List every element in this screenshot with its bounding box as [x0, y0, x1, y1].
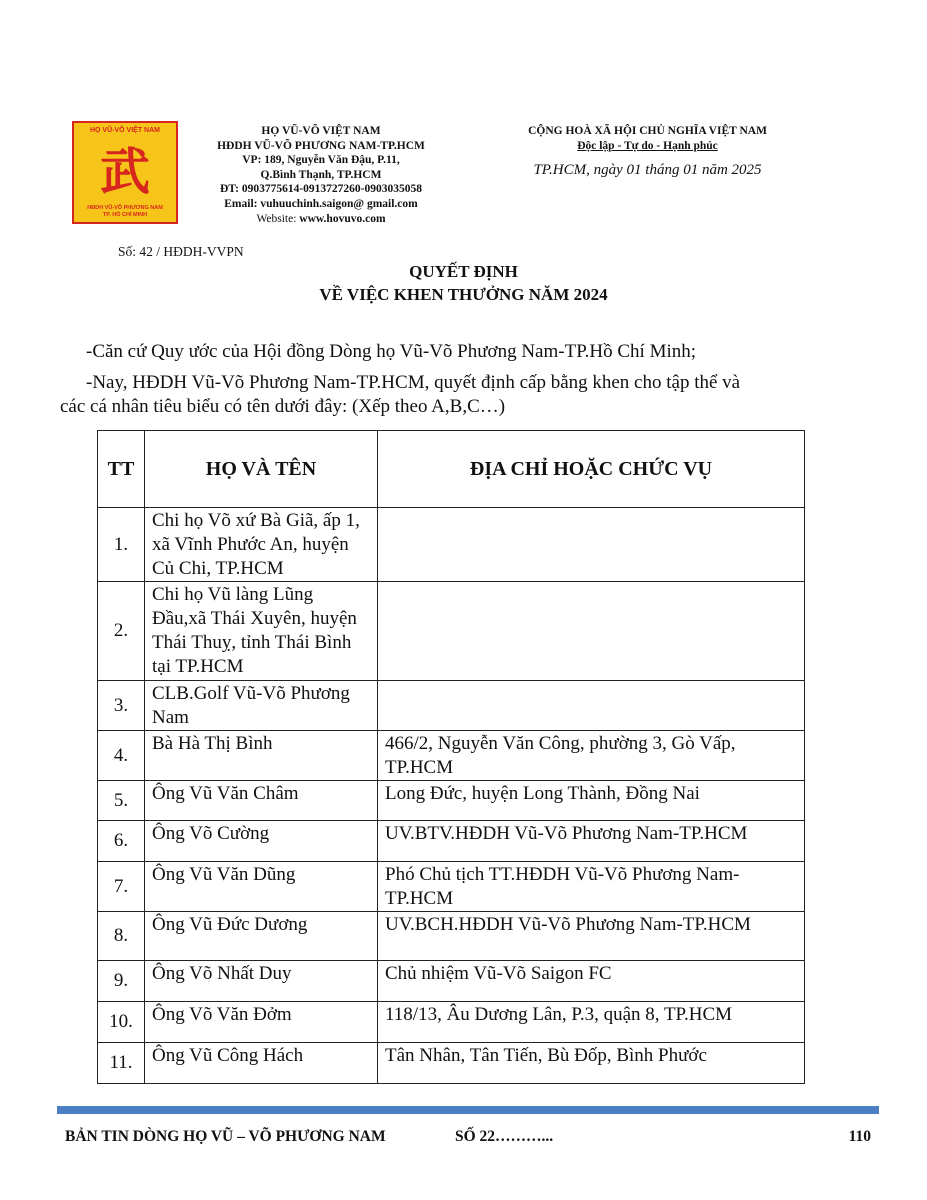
row-address: Phó Chủ tịch TT.HĐDH Vũ-Võ Phương Nam-TP.HCM [378, 862, 805, 912]
awards-table [97, 430, 805, 1084]
org-email: Email: vuhuuchinh.saigon@ gmail.com [224, 197, 418, 210]
row-number: 2. [98, 582, 145, 681]
document-title [0, 260, 927, 306]
paragraph-decision [60, 371, 846, 419]
table-row [98, 961, 805, 1002]
row-name: Ông Vũ Đức Dương [145, 912, 378, 961]
row-number: 7. [98, 862, 145, 912]
row-number: 8. [98, 912, 145, 961]
logo-bottom-text [74, 205, 176, 218]
row-address: Long Đức, huyện Long Thành, Đồng Nai [378, 781, 805, 821]
row-name: Ông Vũ Văn Châm [145, 781, 378, 821]
org-line2: HĐDH VŨ-VÕ PHƯƠNG NAM-TP.HCM [217, 139, 425, 152]
logo-glyph: 武 [100, 142, 150, 201]
table-row [98, 862, 805, 912]
row-name: Chi họ Võ xứ Bà Giã, ấp 1, xã Vĩnh Phước An, huyện Củ Chi, TP.HCM [145, 508, 378, 582]
table-row [98, 1002, 805, 1043]
org-website-label: Website: [256, 212, 300, 225]
org-website: www.hovuvo.com [299, 212, 386, 225]
table-row [98, 1043, 805, 1084]
paragraph-decision-line2: các cá nhân tiêu biểu có tên dưới đây: (Xếp theo A,B,C…) [60, 396, 506, 417]
footer-issue: SỐ 22………... [455, 1128, 554, 1145]
table-row [98, 731, 805, 781]
org-address-line1: VP: 189, Nguyễn Văn Đậu, P.11, [242, 154, 400, 167]
row-number: 6. [98, 821, 145, 862]
document-date: TP.HCM, ngày 01 tháng 01 năm 2025 [533, 162, 762, 179]
org-line1: HỌ VŨ-VÕ VIỆT NAM [261, 125, 381, 137]
row-name: CLB.Golf Vũ-Võ Phương Nam [145, 681, 378, 731]
row-number: 10. [98, 1002, 145, 1043]
row-address: UV.BTV.HĐDH Vũ-Võ Phương Nam-TP.HCM [378, 821, 805, 862]
table-row [98, 912, 805, 961]
row-name: Ông Võ Cường [145, 821, 378, 862]
org-website-line [186, 212, 456, 227]
national-header [490, 124, 805, 178]
row-address: Chủ nhiệm Vũ-Võ Saigon FC [378, 961, 805, 1002]
family-logo [72, 121, 178, 224]
row-address: 118/13, Âu Dương Lân, P.3, quận 8, TP.HCM [378, 1002, 805, 1043]
row-address: 466/2, Nguyễn Văn Công, phường 3, Gò Vấp, TP.HCM [378, 731, 805, 781]
nation-motto: Độc lập - Tự do - Hạnh phúc [577, 139, 718, 152]
logo-top-text: HỌ VŨ-VÕ VIỆT NAM [89, 127, 160, 134]
row-number: 5. [98, 781, 145, 821]
table-row [98, 821, 805, 862]
row-address [378, 508, 805, 582]
row-number: 9. [98, 961, 145, 1002]
row-address [378, 681, 805, 731]
document-number: Số: 42 / HĐDH-VVPN [118, 244, 244, 259]
row-address: Tân Nhân, Tân Tiến, Bù Đốp, Bình Phước [378, 1043, 805, 1084]
row-number: 4. [98, 731, 145, 781]
table-header-row [98, 431, 805, 508]
row-name: Ông Võ Văn Đởm [145, 1002, 378, 1043]
page-number: 110 [848, 1128, 871, 1145]
paragraph-decision-line1: -Nay, HĐDH Vũ-Võ Phương Nam-TP.HCM, quyết định cấp bằng khen cho tập thể và [86, 372, 741, 393]
row-name: Ông Vũ Văn Dũng [145, 862, 378, 912]
logo-bottom-line1: HĐDH VŨ-VÕ PHƯƠNG NAM [87, 205, 163, 211]
footer-publication: BẢN TIN DÒNG HỌ VŨ – VÕ PHƯƠNG NAM [65, 1128, 386, 1145]
title-line1: QUYẾT ĐỊNH [409, 262, 518, 281]
row-number: 3. [98, 681, 145, 731]
organization-header [186, 124, 456, 226]
row-number: 11. [98, 1043, 145, 1084]
paragraph-basis: -Căn cứ Quy ước của Hội đồng Dòng họ Vũ-Võ Phương Nam-TP.Hồ Chí Minh; [86, 341, 697, 362]
row-number: 1. [98, 508, 145, 582]
row-name: Chi họ Vũ làng Lũng Đầu,xã Thái Xuyên, huyện Thái Thuỵ, tỉnh Thái Bình tại TP.HCM [145, 582, 378, 681]
row-address: UV.BCH.HĐDH Vũ-Võ Phương Nam-TP.HCM [378, 912, 805, 961]
table-row [98, 781, 805, 821]
row-name: Bà Hà Thị Bình [145, 731, 378, 781]
logo-bottom-line2: TP. HỒ CHÍ MINH [102, 211, 148, 218]
table-row [98, 508, 805, 582]
org-phone: ĐT: 0903775614-0913727260-0903035058 [220, 183, 422, 196]
table-row [98, 681, 805, 731]
header-name: HỌ VÀ TÊN [145, 431, 378, 508]
nation-name: CỘNG HOÀ XÃ HỘI CHỦ NGHĨA VIỆT NAM [528, 125, 767, 137]
row-name: Ông Võ Nhất Duy [145, 961, 378, 1002]
row-name: Ông Vũ Công Hách [145, 1043, 378, 1084]
table-row [98, 582, 805, 681]
header-tt: TT [98, 431, 145, 508]
title-line2: VỀ VIỆC KHEN THƯỞNG NĂM 2024 [319, 285, 608, 304]
row-address [378, 582, 805, 681]
org-address-line2: Q.Bình Thạnh, TP.HCM [260, 168, 382, 181]
footer-divider-bar [57, 1106, 879, 1114]
header-address: ĐỊA CHỈ HOẶC CHỨC VỤ [378, 431, 805, 508]
